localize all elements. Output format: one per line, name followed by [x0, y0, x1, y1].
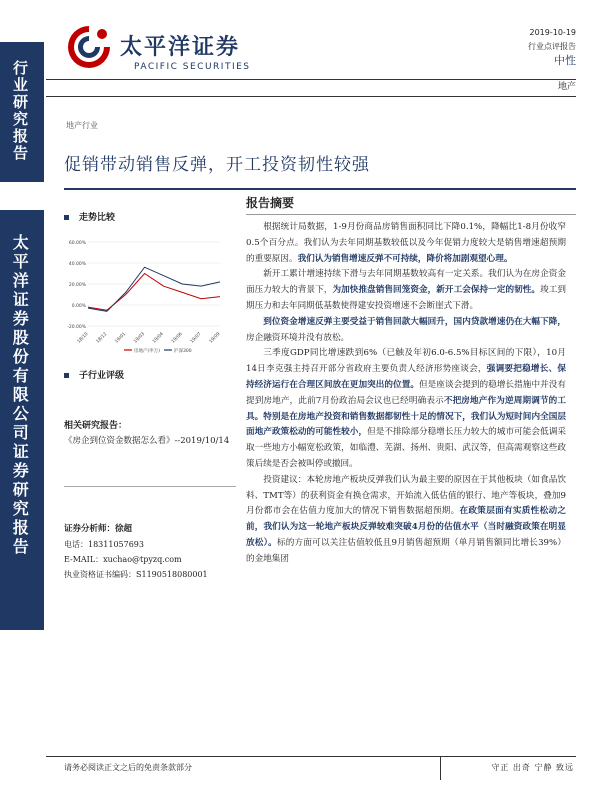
y-tick-label: 0.00% [71, 304, 86, 309]
x-tick-label: 18/10 [76, 331, 90, 345]
x-tick-label: 18/12 [95, 331, 109, 345]
header-rule-2 [46, 96, 576, 97]
y-tick-label: 60.00% [68, 241, 86, 246]
footer-divider [440, 756, 441, 780]
abstract-para-5: 投资建议：本轮房地产板块反弹我们认为最主要的原因在于其他板块（如食品饮料、TMT等）的获利资金有换仓需求，开始流入低估值的银行、地产等板块，叠加9月份都市会在估值力度加大的情况下销售数据超预期。在政策层面有实质性松动之前，我们认为这一轮地产板块反弹较难突破4月份的估值水平（当时融资政策在明显放松）。标的方面可以关注估值较低且9月销售超预期（单月销售额同比增长39%）的金地集团 [246, 474, 566, 564]
abstract-para-3: 到位资金增速反弹主要受益于销售回款大幅回升，国内贷款增速仍在大幅下降，房企融资环境并没有放松。 [246, 316, 566, 343]
side-bottom-label: 太平洋证券股份有限公司证券研究报告 [10, 234, 30, 557]
analyst-block [64, 522, 236, 582]
logo-icon [64, 22, 114, 72]
x-tick-label: 19/01 [114, 331, 128, 345]
divider [64, 486, 236, 487]
header-meta [426, 26, 576, 68]
header-rule [46, 79, 576, 80]
category-label: 地产行业 [66, 121, 98, 130]
logo-text-en: PACIFIC SECURITIES [134, 62, 251, 72]
side-bar-top [0, 42, 44, 182]
trend-chart [58, 236, 228, 358]
x-tick-label: 19/09 [208, 331, 222, 345]
trend-heading: 走势比较 [64, 210, 115, 223]
analyst-license: 执业资格证书编码：S1190518080001 [64, 570, 208, 579]
x-tick-label: 19/04 [152, 331, 165, 345]
legend-label: 房地产(申万) [134, 349, 161, 354]
title-rule [64, 188, 576, 190]
report-type: 行业点评报告 [528, 42, 576, 51]
abstract-heading: 报告摘要 [246, 196, 295, 210]
footer-rule [46, 756, 576, 757]
related-heading: 相关研究报告： [64, 421, 128, 431]
page-title: 促销带动销售反弹，开工投资韧性较强 [64, 155, 370, 175]
industry-rating-heading: 子行业评级 [64, 368, 124, 381]
abstract-para-1: 根据统计局数据，1-9月份商品房销售面积同比下降0.1%，降幅比1-8月份收窄0.5个百分点。我们认为去年同期基数较低以及今年促销力度较大是销售增速超预期的重要原因。我们认为销售增速反弹不可持续，降价将加剧观望心理。 [246, 222, 566, 264]
x-tick-label: 19/03 [133, 331, 146, 345]
abstract-para-4: 三季度GDP同比增速跌到6%（已触及年初6.0-6.5%目标区间的下限），10月14日李克强主持召开部分省政府主要负责人经济形势座谈会，强调要把稳增长、保持经济运行在合理区间放在更加突出的位置。但是座谈会提到的稳增长措施中并没有提到房地产，此前7月份政治局会议也已经明确表示不把房地产作为逆周期调节的工具。特别是在房地产投资和销售数据都韧性十足的情况下，我们认为短时间内全国层面地产政策松动的可能性较小，但是不排除部分稳增长压力较大的城市可能会低调采取一些地方小幅宽松政策，如临澧、芜湖、扬州、贵阳、武汉等，但高需观察这些政策后续是否会被叫停或撤回。 [246, 348, 566, 469]
x-tick-label: 19/07 [189, 331, 203, 345]
y-tick-label: -20.00% [67, 325, 86, 330]
footer-motto: 守正 出奇 宁静 致远 [491, 763, 574, 772]
side-top-label: 行业研究报告 [11, 60, 29, 162]
footer-disclaimer: 请务必阅读正文之后的免责条款部分 [64, 763, 192, 772]
analyst-phone: 电话：18311057693 [64, 540, 144, 549]
report-date: 2019-10-19 [529, 28, 576, 37]
legend-label: 沪深300 [174, 349, 192, 354]
logo-text-cn: 太平洋证券 [120, 35, 241, 60]
related-report-link[interactable]: 《房企到位资金数据怎么看》--2019/10/14 [64, 436, 230, 446]
analyst-email[interactable]: E-MAIL：xuchao@tpyzq.com [64, 555, 182, 564]
x-tick-label: 19/06 [170, 331, 184, 345]
y-tick-label: 40.00% [68, 262, 86, 267]
series-line [88, 267, 220, 311]
sector-label: 地产 [557, 82, 576, 92]
bullet-square-icon [64, 373, 69, 378]
abstract-body [246, 220, 566, 568]
y-tick-label: 20.00% [68, 283, 86, 288]
series-line [88, 274, 220, 311]
analyst-name: 证券分析师：徐超 [64, 524, 133, 534]
side-bar-bottom [0, 210, 44, 630]
rating: 中性 [554, 54, 576, 67]
bullet-square-icon [64, 215, 69, 220]
abstract-para-2: 新开工累计增速持续下滑与去年同期基数较高有一定关系。我们认为在房企资金面压力较大的背景下，为加快推盘销售回笼资金，新开工会保持一定的韧性。竣工到期压力和去年同期低基数使得建安投资增速不会断崖式下滑。 [246, 269, 566, 311]
abstract-rule [246, 214, 576, 215]
